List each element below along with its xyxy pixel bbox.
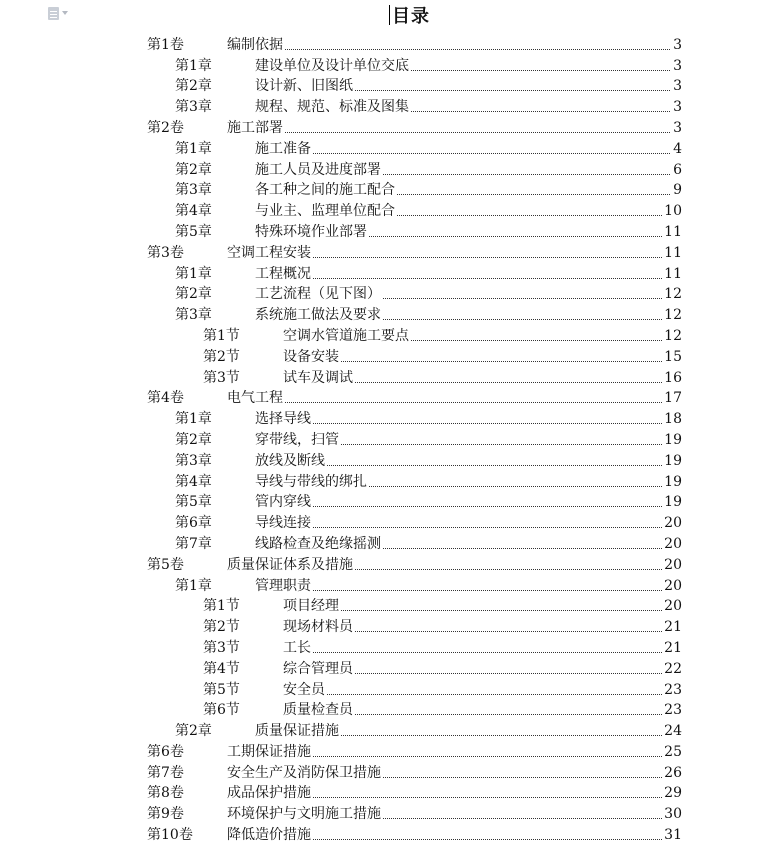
toc-entry-page-number: 3: [673, 36, 682, 53]
toc-entry[interactable]: [0, 325, 779, 346]
toc-entry[interactable]: [0, 720, 779, 741]
toc-entry-title: 施工人员及进度部署: [255, 161, 381, 178]
toc-entry[interactable]: [0, 554, 779, 575]
toc-entry-page-number: 20: [664, 515, 682, 532]
toc-entry-title: 线路检查及绝缘摇测: [255, 535, 381, 552]
toc-entry-page-number: 15: [664, 348, 682, 365]
toc-entry-number: 第8卷: [147, 785, 184, 802]
toc-entry-number: 第1卷: [147, 36, 184, 53]
toc-entry-title: 系统施工做法及要求: [255, 307, 381, 324]
toc-entry[interactable]: [0, 679, 779, 700]
toc-entry-title: 工艺流程（见下图）: [255, 286, 381, 303]
toc-entry-number: 第5卷: [147, 556, 184, 573]
toc-entry-page-number: 22: [664, 660, 682, 677]
toc-entry[interactable]: [0, 783, 779, 804]
toc-entry[interactable]: [0, 803, 779, 824]
toc-entry-page-number: 11: [664, 244, 682, 261]
toc-entry-page-number: 21: [664, 639, 682, 656]
chevron-down-icon[interactable]: [62, 11, 68, 15]
toc-entry-title: 施工准备: [255, 140, 311, 157]
toc-entry-number: 第2卷: [147, 119, 184, 136]
toc-entry[interactable]: [0, 388, 779, 409]
toc-entry-number: 第4章: [175, 473, 212, 490]
toc-entry-title: 降低造价措施: [227, 827, 311, 844]
toc-entry-number: 第3章: [175, 452, 212, 469]
toc-entry-page-number: 10: [664, 203, 682, 220]
toc-entry-number: 第3章: [175, 182, 212, 199]
toc-entry[interactable]: [0, 138, 779, 159]
toc-entry-number: 第1章: [175, 57, 212, 74]
toc-entry[interactable]: [0, 762, 779, 783]
toc-entry[interactable]: [0, 367, 779, 388]
toc-entry-number: 第3章: [175, 307, 212, 324]
toc-entry-page-number: 19: [664, 494, 682, 511]
toc-entry-page-number: 3: [673, 99, 682, 116]
toc-entry[interactable]: [0, 263, 779, 284]
toc-entry-title: 空调水管道施工要点: [283, 327, 409, 344]
toc-dot-leader: [255, 153, 682, 154]
toc-entry-title: 设计新、旧图纸: [255, 78, 353, 95]
toc-entry-title: 质量检查员: [283, 702, 353, 719]
toc-entry[interactable]: [0, 242, 779, 263]
toc-entry[interactable]: [0, 575, 779, 596]
toc-dot-leader: [227, 49, 682, 50]
toc-dot-leader: [283, 694, 682, 695]
toc-entry-page-number: 4: [673, 140, 682, 157]
toc-entry[interactable]: [0, 304, 779, 325]
toc-entry-number: 第5章: [175, 223, 212, 240]
toc-entry-number: 第3节: [203, 639, 240, 656]
toc-entry-number: 第3卷: [147, 244, 184, 261]
toc-entry-number: 第2章: [175, 431, 212, 448]
toc-entry[interactable]: [0, 346, 779, 367]
toc-dot-leader: [283, 610, 682, 611]
toc-entry-number: 第2节: [203, 619, 240, 636]
toc-entry[interactable]: [0, 180, 779, 201]
toc-entry-title: 空调工程安装: [227, 244, 311, 261]
toc-entry-title: 施工部署: [227, 119, 283, 136]
toc-entry-title: 建设单位及设计单位交底: [255, 57, 409, 74]
toc-entry[interactable]: [0, 596, 779, 617]
toc-entry-title: 与业主、监理单位配合: [255, 203, 395, 220]
toc-entry[interactable]: [0, 658, 779, 679]
toc-entry[interactable]: [0, 429, 779, 450]
toc-entry-number: 第3章: [175, 99, 212, 116]
toc-entry[interactable]: [0, 200, 779, 221]
toc-entry-page-number: 11: [664, 223, 682, 240]
toc-entry-page-number: 29: [664, 785, 682, 802]
toc-entry-page-number: 23: [664, 702, 682, 719]
toc-entry[interactable]: [0, 741, 779, 762]
toc-entry-page-number: 23: [664, 681, 682, 698]
toc-entry-number: 第2章: [175, 286, 212, 303]
toc-entry-title: 导线与带线的绑扎: [255, 473, 367, 490]
toc-entry-number: 第2章: [175, 723, 212, 740]
text-cursor: [389, 5, 390, 25]
toc-entry-page-number: 6: [673, 161, 682, 178]
toc-entry[interactable]: [0, 471, 779, 492]
toc-entry-title: 管内穿线: [255, 494, 311, 511]
toc-entry-title: 编制依据: [227, 36, 283, 53]
toc-entry[interactable]: [0, 221, 779, 242]
toc-entry-number: 第10卷: [147, 827, 193, 844]
toc-dot-leader: [255, 423, 682, 424]
toc-entry-title: 电气工程: [227, 390, 283, 407]
document-page-icon: [48, 7, 59, 20]
toc-entry-title: 工长: [283, 639, 311, 656]
toc-entry-page-number: 25: [664, 743, 682, 760]
toc-entry-page-number: 18: [664, 411, 682, 428]
toc-entry-title: 放线及断线: [255, 452, 325, 469]
toc-entry[interactable]: [0, 700, 779, 721]
toc-dot-leader: [255, 506, 682, 507]
toc-entry-page-number: 3: [673, 57, 682, 74]
table-of-contents: [0, 34, 779, 845]
toc-entry[interactable]: [0, 637, 779, 658]
page-title: [389, 2, 430, 28]
toc-entry-number: 第5章: [175, 494, 212, 511]
toc-entry-number: 第4节: [203, 660, 240, 677]
toc-entry-page-number: 19: [664, 452, 682, 469]
toc-entry[interactable]: [0, 450, 779, 471]
toc-entry-page-number: 3: [673, 119, 682, 136]
toc-entry-title: 质量保证体系及措施: [227, 556, 353, 573]
toc-entry[interactable]: [0, 512, 779, 533]
toc-dot-leader: [255, 527, 682, 528]
toc-entry-title: 穿带线，扫管: [255, 431, 339, 448]
toc-entry-page-number: 26: [664, 764, 682, 781]
toc-entry-number: 第1章: [175, 265, 212, 282]
toc-entry-title: 特殊环境作业部署: [255, 223, 367, 240]
toc-entry[interactable]: [0, 96, 779, 117]
toc-entry-title: 安全生产及消防保卫措施: [227, 764, 381, 781]
toc-entry-title: 工期保证措施: [227, 743, 311, 760]
toc-entry-page-number: 20: [664, 556, 682, 573]
page-title-text: 目录: [392, 6, 430, 27]
toc-entry-page-number: 31: [664, 827, 682, 844]
toc-entry[interactable]: [0, 159, 779, 180]
toc-entry-title: 设备安装: [283, 348, 339, 365]
toc-entry[interactable]: [0, 824, 779, 845]
toc-entry-page-number: 3: [673, 78, 682, 95]
toc-entry-title: 导线连接: [255, 515, 311, 532]
document-icon[interactable]: [48, 6, 76, 20]
toc-entry-number: 第4卷: [147, 390, 184, 407]
toc-entry[interactable]: [0, 408, 779, 429]
toc-entry-number: 第5节: [203, 681, 240, 698]
toc-entry-page-number: 30: [664, 806, 682, 823]
toc-entry-title: 安全员: [283, 681, 325, 698]
toc-entry-title: 成品保护措施: [227, 785, 311, 802]
toc-dot-leader: [255, 278, 682, 279]
toc-entry[interactable]: [0, 55, 779, 76]
toc-entry-title: 试车及调试: [283, 369, 353, 386]
toc-entry-number: 第2章: [175, 78, 212, 95]
toc-dot-leader: [227, 402, 682, 403]
toc-entry-number: 第7章: [175, 535, 212, 552]
toc-entry-number: 第6节: [203, 702, 240, 719]
toc-entry-number: 第3节: [203, 369, 240, 386]
toc-entry-page-number: 16: [664, 369, 682, 386]
toc-entry-page-number: 17: [664, 390, 682, 407]
toc-entry-number: 第6卷: [147, 743, 184, 760]
toc-entry[interactable]: [0, 492, 779, 513]
toc-entry-title: 质量保证措施: [255, 723, 339, 740]
toc-entry-number: 第1章: [175, 140, 212, 157]
toc-entry-page-number: 19: [664, 431, 682, 448]
toc-entry-number: 第1章: [175, 577, 212, 594]
toc-entry-title: 现场材料员: [283, 619, 353, 636]
toc-entry-title: 管理职责: [255, 577, 311, 594]
toc-entry[interactable]: [0, 117, 779, 138]
toc-entry-page-number: 19: [664, 473, 682, 490]
toc-entry-number: 第7卷: [147, 764, 184, 781]
toc-dot-leader: [283, 652, 682, 653]
toc-dot-leader: [283, 361, 682, 362]
toc-entry-title: 综合管理员: [283, 660, 353, 677]
toc-entry-title: 各工种之间的施工配合: [255, 182, 395, 199]
toc-entry-number: 第1节: [203, 327, 240, 344]
toc-entry-title: 选择导线: [255, 411, 311, 428]
toc-entry-number: 第9卷: [147, 806, 184, 823]
toc-entry[interactable]: [0, 533, 779, 554]
toc-entry-page-number: 12: [664, 307, 682, 324]
toc-entry-number: 第2章: [175, 161, 212, 178]
toc-dot-leader: [255, 590, 682, 591]
toc-entry-page-number: 20: [664, 535, 682, 552]
toc-entry-number: 第6章: [175, 515, 212, 532]
toc-entry-title: 环境保护与文明施工措施: [227, 806, 381, 823]
toc-entry-title: 规程、规范、标准及图集: [255, 99, 409, 116]
toc-entry-number: 第1节: [203, 598, 240, 615]
toc-dot-leader: [227, 132, 682, 133]
toc-entry[interactable]: [0, 34, 779, 55]
toc-entry-number: 第4章: [175, 203, 212, 220]
toc-entry[interactable]: [0, 284, 779, 305]
toc-entry-page-number: 20: [664, 577, 682, 594]
toc-entry-number: 第2节: [203, 348, 240, 365]
toc-entry-page-number: 9: [673, 182, 682, 199]
toc-entry-page-number: 12: [664, 286, 682, 303]
toc-entry-page-number: 24: [664, 723, 682, 740]
toc-entry-page-number: 12: [664, 327, 682, 344]
toc-entry[interactable]: [0, 76, 779, 97]
toc-entry-page-number: 11: [664, 265, 682, 282]
toc-entry-number: 第1章: [175, 411, 212, 428]
toc-entry[interactable]: [0, 616, 779, 637]
toc-entry-title: 项目经理: [283, 598, 339, 615]
toc-entry-page-number: 20: [664, 598, 682, 615]
toc-entry-title: 工程概况: [255, 265, 311, 282]
toc-entry-page-number: 21: [664, 619, 682, 636]
